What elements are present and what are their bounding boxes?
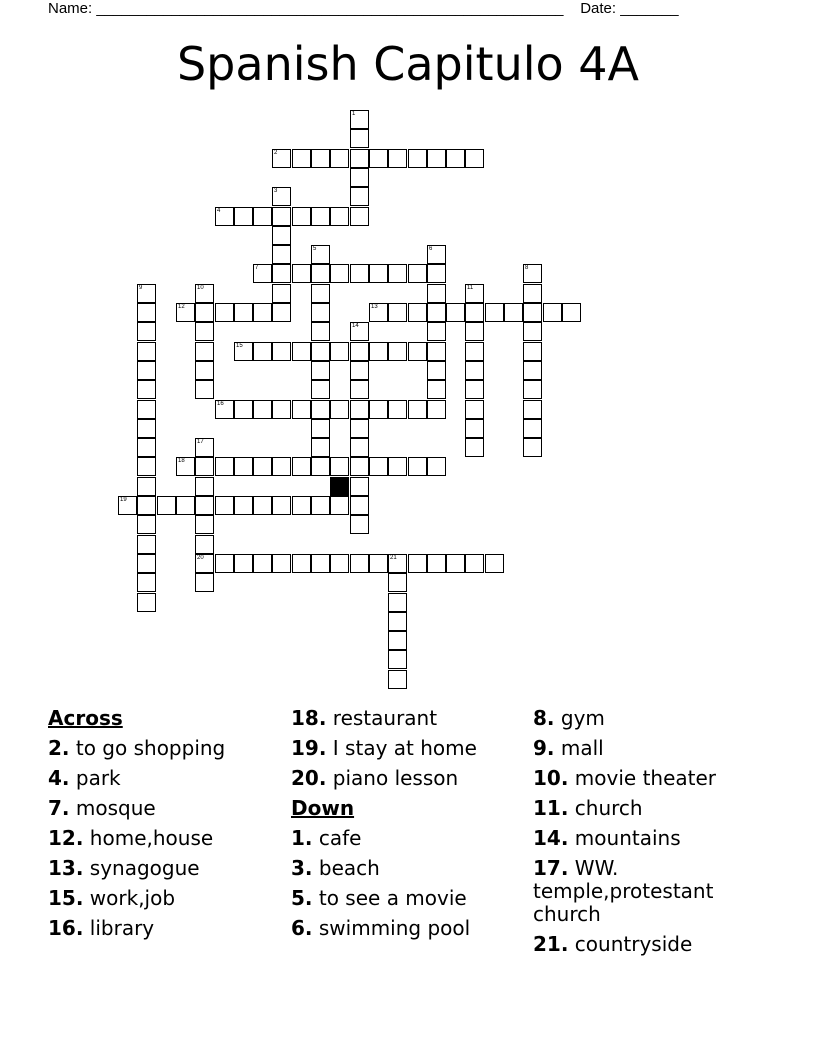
grid-number: 8 (525, 265, 529, 271)
grid-cell[interactable] (215, 303, 234, 322)
grid-cell[interactable] (292, 264, 311, 283)
grid-cell[interactable] (195, 573, 214, 592)
grid-cell[interactable] (408, 303, 427, 322)
grid-cell[interactable] (137, 380, 156, 399)
grid-cell[interactable] (272, 554, 291, 573)
grid-cell[interactable] (272, 496, 291, 515)
grid-cell[interactable] (272, 264, 291, 283)
grid-cell[interactable] (485, 554, 504, 573)
across-clue: 2. to go shopping (48, 736, 226, 760)
grid-cell[interactable] (292, 496, 311, 515)
grid-cell[interactable] (350, 380, 369, 399)
grid-cell[interactable] (137, 342, 156, 361)
grid-cell[interactable] (137, 457, 156, 476)
grid-cell[interactable] (369, 264, 388, 283)
grid-cell[interactable] (311, 419, 330, 438)
grid-cell[interactable] (350, 419, 369, 438)
grid-number: 16 (217, 401, 224, 407)
grid-cell[interactable] (465, 400, 484, 419)
grid-cell[interactable] (523, 342, 542, 361)
down-clue: 3. beach (291, 856, 380, 880)
grid-cell[interactable] (408, 149, 427, 168)
grid-cell[interactable] (523, 264, 542, 283)
grid-cell[interactable] (137, 438, 156, 457)
grid-cell[interactable] (272, 187, 291, 206)
grid-cell[interactable] (446, 303, 465, 322)
down-clue: 8. gym (533, 706, 605, 730)
page-title: Spanish Capitulo 4A (176, 37, 640, 91)
across-clue: 16. library (48, 916, 155, 940)
grid-number: 3 (274, 188, 278, 194)
grid-cell[interactable] (427, 380, 446, 399)
grid-cell[interactable] (523, 400, 542, 419)
down-clue: 21. countryside (533, 932, 693, 956)
down-clue: 6. swimming pool (291, 916, 471, 940)
grid-cell[interactable] (465, 322, 484, 341)
grid-cell[interactable] (253, 342, 272, 361)
across-clue: 18. restaurant (291, 706, 438, 730)
grid-cell[interactable] (408, 400, 427, 419)
black-square (330, 477, 349, 496)
across-clue: 7. mosque (48, 796, 156, 820)
grid-cell[interactable] (388, 400, 407, 419)
grid-cell[interactable] (292, 149, 311, 168)
grid-cell[interactable] (388, 612, 407, 631)
grid-cell[interactable] (330, 457, 349, 476)
grid-number: 15 (236, 343, 243, 349)
grid-cell[interactable] (215, 400, 234, 419)
grid-cell[interactable] (234, 207, 253, 226)
grid-cell[interactable] (311, 342, 330, 361)
grid-cell[interactable] (137, 400, 156, 419)
grid-cell[interactable] (427, 245, 446, 264)
grid-number: 12 (178, 304, 185, 310)
grid-cell[interactable] (215, 554, 234, 573)
grid-cell[interactable] (330, 496, 349, 515)
grid-cell[interactable] (272, 400, 291, 419)
grid-cell[interactable] (311, 149, 330, 168)
grid-cell[interactable] (137, 361, 156, 380)
name-label: Name: (48, 0, 93, 17)
grid-cell[interactable] (253, 303, 272, 322)
grid-cell[interactable] (292, 457, 311, 476)
grid-cell[interactable] (465, 361, 484, 380)
grid-cell[interactable] (388, 264, 407, 283)
grid-cell[interactable] (350, 168, 369, 187)
grid-cell[interactable] (137, 554, 156, 573)
grid-cell[interactable] (388, 303, 407, 322)
grid-cell[interactable] (311, 496, 330, 515)
grid-cell[interactable] (272, 457, 291, 476)
grid-cell[interactable] (330, 149, 349, 168)
grid-cell[interactable] (311, 284, 330, 303)
grid-cell[interactable] (523, 419, 542, 438)
grid-cell[interactable] (137, 477, 156, 496)
grid-cell[interactable] (176, 303, 195, 322)
grid-cell[interactable] (427, 264, 446, 283)
grid-cell[interactable] (408, 264, 427, 283)
grid-cell[interactable] (350, 361, 369, 380)
grid-cell[interactable] (350, 187, 369, 206)
down-clue: 9. mall (533, 736, 604, 760)
down-heading: Down (291, 796, 355, 820)
grid-cell[interactable] (195, 535, 214, 554)
grid-cell[interactable] (311, 245, 330, 264)
grid-cell[interactable] (465, 419, 484, 438)
grid-cell[interactable] (350, 457, 369, 476)
grid-cell[interactable] (234, 554, 253, 573)
grid-cell[interactable] (157, 496, 176, 515)
grid-cell[interactable] (253, 400, 272, 419)
grid-cell[interactable] (465, 380, 484, 399)
grid-cell[interactable] (311, 264, 330, 283)
grid-cell[interactable] (195, 477, 214, 496)
grid-cell[interactable] (118, 496, 137, 515)
grid-number: 5 (313, 246, 317, 252)
grid-number: 14 (352, 323, 359, 329)
grid-cell[interactable] (137, 496, 156, 515)
grid-cell[interactable] (350, 554, 369, 573)
down-clue: 1. cafe (291, 826, 362, 850)
grid-cell[interactable] (408, 554, 427, 573)
grid-cell[interactable] (523, 284, 542, 303)
grid-number: 4 (217, 208, 221, 214)
grid-cell[interactable] (176, 496, 195, 515)
grid-cell[interactable] (234, 400, 253, 419)
grid-cell[interactable] (446, 149, 465, 168)
across-heading: Across (48, 706, 123, 730)
grid-cell[interactable] (311, 457, 330, 476)
grid-cell[interactable] (311, 380, 330, 399)
grid-cell[interactable] (523, 322, 542, 341)
across-clue: 20. piano lesson (291, 766, 459, 790)
grid-number: 9 (139, 285, 143, 291)
grid-cell[interactable] (350, 149, 369, 168)
grid-cell[interactable] (369, 554, 388, 573)
grid-number: 1 (352, 111, 356, 117)
grid-cell[interactable] (215, 207, 234, 226)
grid-cell[interactable] (272, 207, 291, 226)
grid-cell[interactable] (427, 457, 446, 476)
grid-cell[interactable] (253, 457, 272, 476)
grid-number: 7 (255, 265, 259, 271)
grid-cell[interactable] (195, 380, 214, 399)
down-clue: 11. church (533, 796, 643, 820)
grid-number: 6 (429, 246, 433, 252)
grid-cell[interactable] (195, 342, 214, 361)
grid-cell[interactable] (311, 322, 330, 341)
date-label: Date: (580, 0, 617, 17)
grid-cell[interactable] (311, 438, 330, 457)
grid-number: 10 (197, 285, 204, 291)
grid-cell[interactable] (272, 226, 291, 245)
grid-cell[interactable] (427, 322, 446, 341)
grid-number: 20 (197, 555, 204, 561)
grid-cell[interactable] (523, 380, 542, 399)
grid-cell[interactable] (195, 515, 214, 534)
grid-cell[interactable] (195, 438, 214, 457)
grid-cell[interactable] (465, 303, 484, 322)
grid-cell[interactable] (427, 342, 446, 361)
grid-cell[interactable] (543, 303, 562, 322)
across-clue: 12. home,house (48, 826, 214, 850)
grid-cell[interactable] (465, 554, 484, 573)
grid-cell[interactable] (562, 303, 581, 322)
grid-number: 21 (390, 555, 397, 561)
grid-cell[interactable] (465, 438, 484, 457)
grid-cell[interactable] (369, 400, 388, 419)
grid-cell[interactable] (330, 400, 349, 419)
grid-cell[interactable] (253, 207, 272, 226)
grid-cell[interactable] (330, 342, 349, 361)
grid-cell[interactable] (311, 207, 330, 226)
grid-cell[interactable] (350, 322, 369, 341)
grid-cell[interactable] (446, 554, 465, 573)
across-clue: 19. I stay at home (291, 736, 477, 760)
grid-cell[interactable] (137, 573, 156, 592)
grid-cell[interactable] (350, 438, 369, 457)
grid-cell[interactable] (272, 284, 291, 303)
across-clue: 4. park (48, 766, 121, 790)
grid-cell[interactable] (427, 303, 446, 322)
grid-cell[interactable] (311, 361, 330, 380)
grid-cell[interactable] (137, 303, 156, 322)
grid-cell[interactable] (408, 457, 427, 476)
grid-cell[interactable] (234, 303, 253, 322)
grid-cell[interactable] (137, 419, 156, 438)
grid-cell[interactable] (350, 515, 369, 534)
grid-cell[interactable] (137, 515, 156, 534)
grid-cell[interactable] (465, 284, 484, 303)
grid-cell[interactable] (195, 322, 214, 341)
grid-cell[interactable] (350, 207, 369, 226)
grid-cell[interactable] (523, 438, 542, 457)
grid-cell[interactable] (427, 554, 446, 573)
grid-cell[interactable] (176, 457, 195, 476)
grid-cell[interactable] (408, 342, 427, 361)
grid-cell[interactable] (272, 245, 291, 264)
grid-number: 17 (197, 439, 204, 445)
grid-cell[interactable] (272, 342, 291, 361)
grid-cell[interactable] (388, 593, 407, 612)
grid-cell[interactable] (311, 303, 330, 322)
clues-column-2 (291, 703, 531, 943)
grid-cell[interactable] (427, 361, 446, 380)
grid-cell[interactable] (369, 303, 388, 322)
name-blank[interactable]: ________________________________________________________ (96, 0, 564, 17)
grid-cell[interactable] (523, 303, 542, 322)
grid-cell[interactable] (292, 342, 311, 361)
grid-cell[interactable] (330, 554, 349, 573)
grid-cell[interactable] (388, 457, 407, 476)
grid-cell[interactable] (350, 400, 369, 419)
clues-column-3 (533, 703, 763, 959)
grid-cell[interactable] (253, 496, 272, 515)
grid-cell[interactable] (369, 149, 388, 168)
grid-cell[interactable] (504, 303, 523, 322)
grid-cell[interactable] (292, 554, 311, 573)
grid-cell[interactable] (234, 342, 253, 361)
grid-cell[interactable] (234, 457, 253, 476)
grid-cell[interactable] (330, 207, 349, 226)
grid-cell[interactable] (137, 322, 156, 341)
grid-cell[interactable] (253, 264, 272, 283)
grid-cell[interactable] (215, 457, 234, 476)
grid-cell[interactable] (137, 593, 156, 612)
grid-cell[interactable] (388, 149, 407, 168)
grid-cell[interactable] (195, 496, 214, 515)
grid-cell[interactable] (427, 149, 446, 168)
grid-cell[interactable] (369, 457, 388, 476)
grid-number: 11 (467, 285, 474, 291)
grid-cell[interactable] (523, 361, 542, 380)
grid-cell[interactable] (465, 149, 484, 168)
grid-cell[interactable] (195, 303, 214, 322)
grid-cell[interactable] (195, 284, 214, 303)
grid-cell[interactable] (388, 631, 407, 650)
grid-cell[interactable] (369, 342, 388, 361)
grid-cell[interactable] (465, 342, 484, 361)
grid-number: 19 (120, 497, 127, 503)
grid-cell[interactable] (215, 496, 234, 515)
date-blank[interactable]: _______ (620, 0, 679, 17)
down-clue: 5. to see a movie (291, 886, 467, 910)
grid-cell[interactable] (388, 573, 407, 592)
across-clue: 15. work,job (48, 886, 176, 910)
grid-cell[interactable] (311, 554, 330, 573)
grid-cell[interactable] (137, 535, 156, 554)
grid-cell[interactable] (195, 361, 214, 380)
grid-cell[interactable] (272, 149, 291, 168)
grid-cell[interactable] (427, 284, 446, 303)
grid-cell[interactable] (485, 303, 504, 322)
grid-cell[interactable] (350, 477, 369, 496)
down-clue: 14. mountains (533, 826, 681, 850)
down-clue: 10. movie theater (533, 766, 717, 790)
grid-cell[interactable] (137, 284, 156, 303)
grid-number: 13 (371, 304, 378, 310)
grid-cell[interactable] (350, 496, 369, 515)
grid-cell[interactable] (292, 400, 311, 419)
grid-cell[interactable] (272, 303, 291, 322)
grid-cell[interactable] (253, 554, 272, 573)
grid-cell[interactable] (292, 207, 311, 226)
grid-number: 2 (274, 150, 278, 156)
down-clue: 17. WW. temple,protestant church (533, 856, 714, 926)
grid-number: 18 (178, 458, 185, 464)
grid-cell[interactable] (350, 264, 369, 283)
grid-cell[interactable] (427, 400, 446, 419)
grid-cell[interactable] (350, 110, 369, 129)
grid-cell[interactable] (388, 670, 407, 689)
clues-column-1 (48, 703, 288, 943)
across-clue: 13. synagogue (48, 856, 200, 880)
grid-cell[interactable] (350, 129, 369, 148)
grid-cell[interactable] (388, 342, 407, 361)
grid-cell[interactable] (350, 342, 369, 361)
grid-cell[interactable] (234, 496, 253, 515)
grid-cell[interactable] (388, 650, 407, 669)
grid-cell[interactable] (388, 554, 407, 573)
grid-cell[interactable] (330, 264, 349, 283)
grid-cell[interactable] (195, 554, 214, 573)
grid-cell[interactable] (195, 457, 214, 476)
grid-cell[interactable] (311, 400, 330, 419)
